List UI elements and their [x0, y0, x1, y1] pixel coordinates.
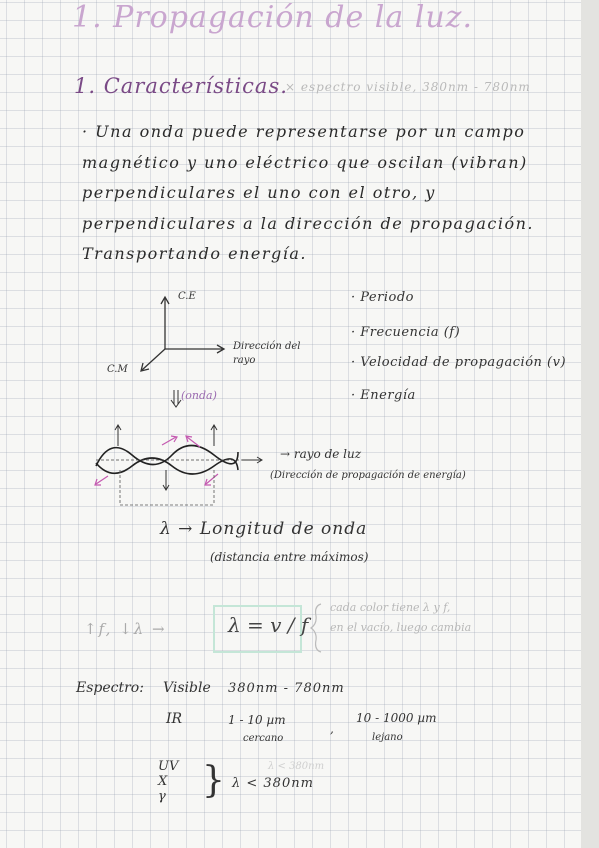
page-title: 1. Propagación de la luz.: [72, 0, 474, 35]
magnetic-arrow: [206, 474, 218, 484]
magnetic-arrow: [162, 437, 176, 445]
cm-axis-line: [142, 349, 165, 370]
relation-left: ↑f, ↓λ →: [84, 620, 167, 638]
wavelength-sublabel: (distancia entre máximos): [210, 550, 369, 564]
uv-ghost-note: λ < 380nm: [268, 761, 325, 772]
section-heading: 1. Características.: [74, 74, 288, 98]
wave-description: · Una onda puede representarse por un campo magnético y uno eléctrico que oscilan (vibran) perpendiculares el uno con el otro, y perpendiculares a la dirección de propagación. Transportando energía.: [82, 122, 534, 263]
uv-brace: }: [202, 760, 225, 801]
magnetic-arrow: [96, 476, 108, 484]
property-item: · Velocidad de propagación (v): [351, 355, 567, 370]
wavelength-label: λ → Longitud de onda: [160, 519, 368, 539]
ray-sublabel: (Dirección de propagación de energía): [270, 470, 466, 481]
ir-far-label: lejano: [372, 732, 403, 743]
property-item: · Frecuencia (f): [351, 325, 461, 340]
wave-formula: λ = v / f: [228, 613, 309, 637]
property-item: · Energía: [351, 388, 416, 403]
ir-separator: ,: [330, 722, 334, 736]
ray-label: → rayo de luz: [280, 447, 362, 461]
axis-ce-label: C.E: [178, 291, 196, 302]
ir-near-range: 1 - 10 µm: [228, 713, 286, 727]
axis-direction-label: Dirección del rayo: [233, 341, 301, 366]
axis-cm-label: C.M: [107, 364, 128, 375]
heading-side-note: × espectro visible, 380nm - 780nm: [285, 80, 531, 94]
relation-note-line: cada color tiene λ y f,: [330, 601, 451, 614]
property-item: · Periodo: [351, 290, 414, 305]
ir-near-label: cercano: [243, 733, 284, 744]
spectrum-label: Espectro:: [76, 680, 144, 696]
relation-note: [330, 598, 471, 638]
spectrum-uv-list: UV X γ: [158, 759, 179, 804]
onda-label: (onda): [181, 389, 217, 402]
uv-range: λ < 380nm: [232, 776, 314, 791]
spectrum-ir: IR: [166, 711, 183, 727]
relation-brace: [311, 604, 321, 652]
ir-far-range: 10 - 1000 µm: [356, 711, 437, 725]
spectrum-visible-range: 380nm - 780nm: [228, 681, 345, 696]
relation-note-line: en el vacío, luego cambia: [330, 621, 472, 634]
spectrum-visible: Visible: [163, 680, 211, 696]
